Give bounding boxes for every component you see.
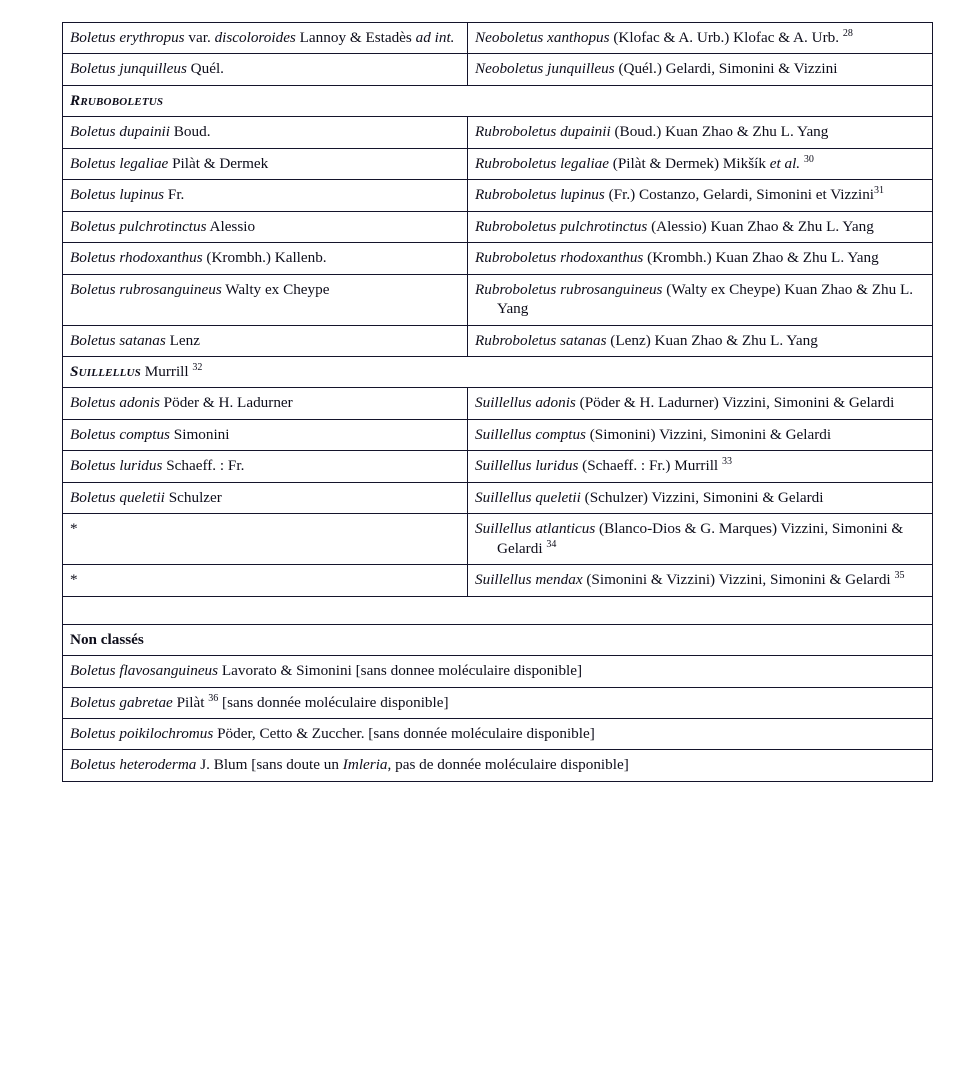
old-name-cell [63, 274, 468, 325]
genus-header-text: Rruboboletus [63, 85, 933, 116]
new-name-text: Suillellus atlanticus (Blanco-Dios & G. Marques) Vizzini, Simonini & Gelardi $^{34}$ [475, 520, 904, 557]
new-name-text: Rubroboletus satanas (Lenz) Kuan Zhao & Zhu L. Yang [475, 331, 818, 349]
spacer-cell [63, 596, 933, 624]
new-name-cell [468, 274, 933, 325]
old-name-cell [63, 514, 468, 565]
unclassified-name-cell [63, 687, 933, 718]
table-row [63, 180, 933, 211]
old-name-text: Boletus pulchrotinctus Alessio [70, 217, 256, 235]
old-name-cell [63, 243, 468, 274]
new-name-cell [468, 451, 933, 482]
new-name-cell [468, 514, 933, 565]
old-name-text: * [70, 571, 78, 589]
old-name-text: * [70, 520, 78, 538]
new-name-text: Suillellus adonis (Pöder & H. Ladurner) Vizzini, Simonini & Gelardi [475, 394, 895, 412]
new-name-cell [468, 117, 933, 148]
new-name-cell [468, 211, 933, 242]
new-name-cell [468, 54, 933, 85]
table-row [63, 243, 933, 274]
table-row [63, 148, 933, 179]
table-row [63, 482, 933, 513]
table-row [63, 565, 933, 596]
new-name-text: Rubroboletus dupainii (Boud.) Kuan Zhao & Zhu L. Yang [475, 123, 829, 141]
old-name-cell [63, 23, 468, 54]
unclassified-name-text: Boletus heteroderma J. Blum [sans doute un Imleria, pas de donnée moléculaire disponible] [70, 756, 629, 774]
new-name-text: Rubroboletus legaliae (Pilàt & Dermek) Mikšík et al. $^{30}$ [475, 153, 814, 172]
table-row [63, 117, 933, 148]
old-name-text: Boletus luridus Schaeff. : Fr. [70, 457, 245, 475]
unclassified-name-text: Boletus poikilochromus Pöder, Cetto & Zuccher. [sans donnée moléculaire disponible] [70, 724, 595, 742]
table-row [63, 211, 933, 242]
old-name-cell [63, 419, 468, 450]
new-name-cell [468, 325, 933, 356]
new-name-cell [468, 180, 933, 211]
new-name-cell [468, 482, 933, 513]
spacer-row [63, 596, 933, 624]
old-name-cell [63, 565, 468, 596]
old-name-cell [63, 148, 468, 179]
table-row [63, 451, 933, 482]
section-heading-text: Non classés [63, 624, 933, 655]
old-name-text: Boletus comptus Simonini [70, 425, 230, 443]
old-name-cell [63, 54, 468, 85]
new-name-text: Neoboletus xanthopus (Klofac & A. Urb.) Klofac & A. Urb. $^{28}$ [475, 27, 853, 46]
new-name-text: Rubroboletus pulchrotinctus (Alessio) Kuan Zhao & Zhu L. Yang [475, 217, 874, 235]
unclassified-name-cell [63, 750, 933, 781]
new-name-cell [468, 388, 933, 419]
old-name-cell [63, 117, 468, 148]
unclassified-name-cell [63, 656, 933, 687]
old-name-cell [63, 325, 468, 356]
old-name-text: Boletus rubrosanguineus Walty ex Cheype [70, 280, 330, 298]
unclassified-name-cell [63, 718, 933, 749]
old-name-text: Boletus queletii Schulzer [70, 488, 222, 506]
new-name-cell [468, 419, 933, 450]
new-name-cell [468, 565, 933, 596]
new-name-text: Suillellus luridus (Schaeff. : Fr.) Murrill $^{33}$ [475, 456, 732, 475]
genus-header-text: Suillellus Murrill $^{32}$ [63, 356, 933, 387]
table-row [63, 388, 933, 419]
new-name-cell [468, 23, 933, 54]
old-name-cell [63, 211, 468, 242]
table-row [63, 514, 933, 565]
new-name-text: Suillellus queletii (Schulzer) Vizzini, Simonini & Gelardi [475, 488, 824, 506]
unclassified-name-text: Boletus flavosanguineus Lavorato & Simonini [sans donnee moléculaire disponible] [70, 662, 583, 680]
new-name-text: Suillellus mendax (Simonini & Vizzini) Vizzini, Simonini & Gelardi $^{35}$ [475, 570, 905, 589]
new-name-cell [468, 148, 933, 179]
table-row [63, 274, 933, 325]
new-name-text: Suillellus comptus (Simonini) Vizzini, Simonini & Gelardi [475, 425, 832, 443]
table-row [63, 23, 933, 54]
table-row [63, 419, 933, 450]
genus-header-row [63, 356, 933, 387]
genus-header-row [63, 85, 933, 116]
taxonomy-table-body [63, 23, 933, 782]
old-name-text: Boletus legaliae Pilàt & Dermek [70, 154, 269, 172]
new-name-text: Rubroboletus rhodoxanthus (Krombh.) Kuan Zhao & Zhu L. Yang [475, 249, 879, 267]
old-name-cell [63, 482, 468, 513]
new-name-text: Neoboletus junquilleus (Quél.) Gelardi, Simonini & Vizzini [475, 60, 838, 78]
taxonomy-table [62, 22, 933, 782]
table-row [63, 687, 933, 718]
table-row [63, 54, 933, 85]
table-row [63, 718, 933, 749]
old-name-text: Boletus satanas Lenz [70, 331, 200, 349]
table-row [63, 750, 933, 781]
old-name-text: Boletus dupainii Boud. [70, 123, 211, 141]
old-name-text: Boletus junquilleus Quél. [70, 60, 224, 78]
old-name-text: Boletus lupinus Fr. [70, 186, 185, 204]
unclassified-name-text: Boletus gabretae Pilàt $^{36}$ [sans donnée moléculaire disponible] [70, 692, 449, 711]
old-name-cell [63, 388, 468, 419]
old-name-cell [63, 180, 468, 211]
new-name-text: Rubroboletus rubrosanguineus (Walty ex Cheype) Kuan Zhao & Zhu L. Yang [475, 280, 914, 318]
section-heading-row [63, 624, 933, 655]
old-name-cell [63, 451, 468, 482]
table-row [63, 325, 933, 356]
old-name-text: Boletus rhodoxanthus (Krombh.) Kallenb. [70, 249, 327, 267]
old-name-text: Boletus erythropus var. discoloroides Lannoy & Estadès ad int. [70, 29, 455, 46]
old-name-text: Boletus adonis Pöder & H. Ladurner [70, 394, 293, 412]
table-row [63, 656, 933, 687]
new-name-text: Rubroboletus lupinus (Fr.) Costanzo, Gelardi, Simonini et Vizzini$^{31}$ [475, 185, 885, 204]
new-name-cell [468, 243, 933, 274]
